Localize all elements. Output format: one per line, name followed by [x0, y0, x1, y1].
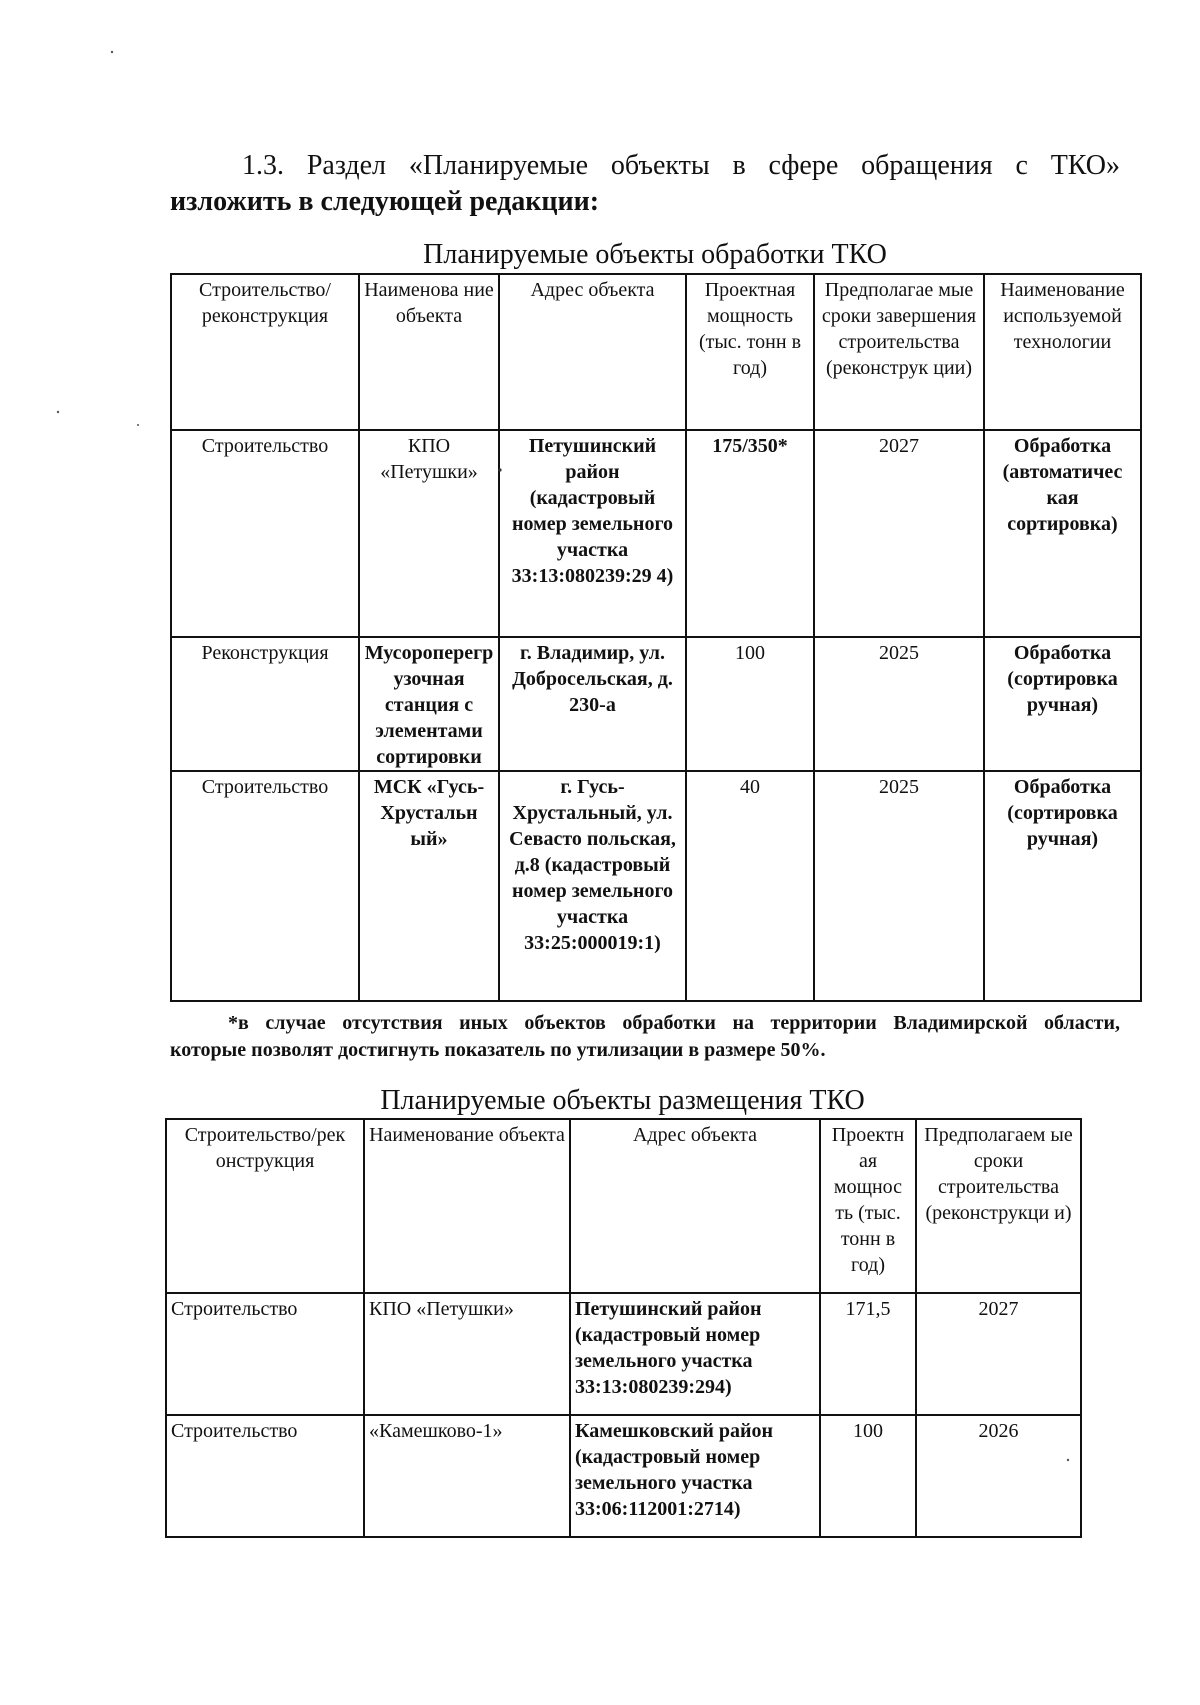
- header-cell: Предполагае мые сроки завершения строительства (реконструк ции): [814, 274, 984, 430]
- table-cell: Строительство: [171, 430, 359, 637]
- table-cell: Обработка (автоматичес кая сортировка): [984, 430, 1141, 637]
- table-cell: 100: [686, 637, 814, 771]
- table-cell: Мусороперегр узочная станция с элементами сортировки: [359, 637, 499, 771]
- placement-objects-table: [165, 1118, 1082, 1538]
- header-cell: Наименование объекта: [364, 1119, 570, 1293]
- table-cell: 171,5: [820, 1293, 916, 1415]
- intro-line-2: изложить в следующей редакции:: [170, 186, 600, 217]
- footnote: [170, 1010, 1120, 1064]
- table-row: [171, 637, 1141, 771]
- table-cell: Реконструкция: [171, 637, 359, 771]
- table-row: [166, 1293, 1081, 1415]
- table-row: [171, 771, 1141, 1001]
- header-cell: Строительство/рек онструкция: [166, 1119, 364, 1293]
- header-cell: Строительство/ реконструкция: [171, 274, 359, 430]
- table-header-row: [166, 1119, 1081, 1293]
- table-cell: Обработка (сортировка ручная): [984, 637, 1141, 771]
- table-cell: 2027: [814, 430, 984, 637]
- table-cell: Петушинский район (кадастровый номер земельного участка 33:13:080239:29 4): [499, 430, 686, 637]
- header-cell: Наименова ние объекта: [359, 274, 499, 430]
- table-cell: 40: [686, 771, 814, 1001]
- header-cell: Адрес объекта: [499, 274, 686, 430]
- intro-line-1: 1.3. Раздел «Планируемые объекты в сфере обращения с ТКО»: [242, 150, 1120, 181]
- header-cell: Предполагаем ые сроки строительства (реконструкци и): [916, 1119, 1081, 1293]
- table-header-row: [171, 274, 1141, 430]
- table-cell: Обработка (сортировка ручная): [984, 771, 1141, 1001]
- header-cell: Проектная мощность (тыс. тонн в год): [686, 274, 814, 430]
- placement-table-title: Планируемые объекты размещения ТКО: [380, 1085, 865, 1116]
- table-cell: г. Владимир, ул. Добросельская, д. 230-а: [499, 637, 686, 771]
- table-cell: 175/350*: [686, 430, 814, 637]
- table-cell: Строительство: [166, 1415, 364, 1537]
- table-cell: 2026: [916, 1415, 1081, 1537]
- header-cell: Наименование используемой технологии: [984, 274, 1141, 430]
- table-cell: МСК «Гусь- Хрустальн ый»: [359, 771, 499, 1001]
- table-cell: КПО «Петушки»: [359, 430, 499, 637]
- table-row: [166, 1415, 1081, 1537]
- table-cell: Строительство: [171, 771, 359, 1001]
- footnote-line-1: *в случае отсутствия иных объектов обработки на территории Владимирской области,: [228, 1012, 1120, 1034]
- table-cell: 2025: [814, 771, 984, 1001]
- table-cell: «Камешково-1»: [364, 1415, 570, 1537]
- table-cell: г. Гусь- Хрустальный, ул. Севасто польская, д.8 (кадастровый номер земельного участка 33:25:000019:1): [499, 771, 686, 1001]
- table-cell: Петушинский район (кадастровый номер земельного участка 33:13:080239:294): [570, 1293, 820, 1415]
- header-cell: Проектн ая мощнос ть (тыс. тонн в год): [820, 1119, 916, 1293]
- table-cell: 2025: [814, 637, 984, 771]
- table-cell: 2027: [916, 1293, 1081, 1415]
- table-cell: Камешковский район (кадастровый номер земельного участка 33:06:112001:2714): [570, 1415, 820, 1537]
- footnote-line-2: которые позволят достигнуть показатель по утилизации в размере 50%.: [170, 1039, 826, 1061]
- processing-table-title: Планируемые объекты обработки ТКО: [423, 239, 887, 270]
- intro-paragraph: [170, 148, 1120, 220]
- processing-objects-table: [170, 273, 1142, 1002]
- table-cell: Строительство: [166, 1293, 364, 1415]
- table-cell: КПО «Петушки»: [364, 1293, 570, 1415]
- table-cell: 100: [820, 1415, 916, 1537]
- table-row: [171, 430, 1141, 637]
- header-cell: Адрес объекта: [570, 1119, 820, 1293]
